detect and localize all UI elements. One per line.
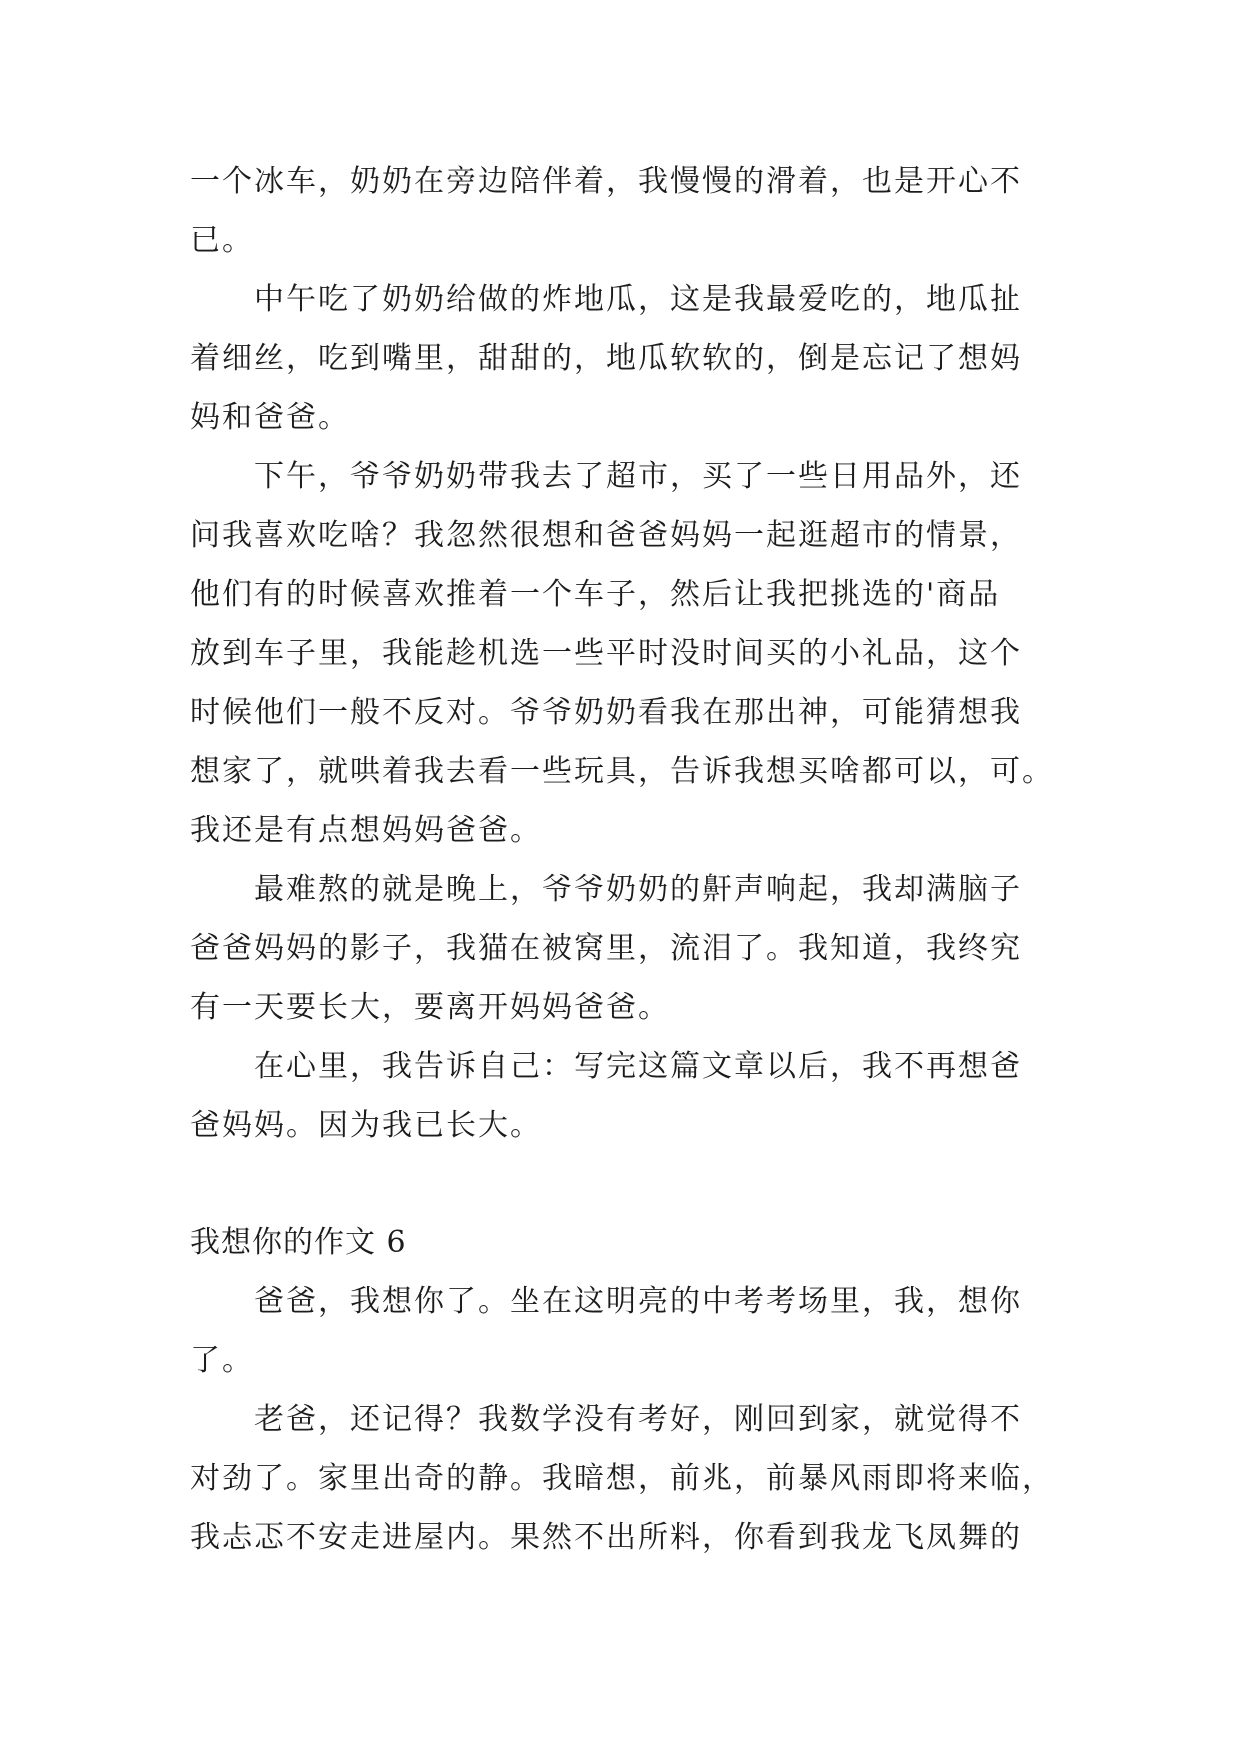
paragraph [190, 860, 1050, 1037]
text-line: 了。 [190, 1343, 254, 1378]
text-line: 想家了，就哄着我去看一些玩具，告诉我想买啥都可以，可。 [190, 754, 1054, 789]
text-line: 中午吃了奶奶给做的炸地瓜，这是我最爱吃的，地瓜扯 [254, 282, 1022, 317]
section-gap [190, 1155, 1050, 1213]
text-line: 爸爸，我想你了。坐在这明亮的中考考场里，我，想你 [254, 1284, 1022, 1319]
text-line: 对劲了。家里出奇的静。我暗想，前兆，前暴风雨即将来临， [190, 1461, 1054, 1496]
text-line: 最难熬的就是晚上，爷爷奶奶的鼾声响起，我却满脑子 [254, 872, 1022, 907]
text-line: 放到车子里，我能趁机选一些平时没时间买的小礼品，这个 [190, 636, 1022, 671]
text-line: 妈和爸爸。 [190, 400, 350, 435]
text-line: 爸爸妈妈的影子，我猫在被窝里，流泪了。我知道，我终究 [190, 931, 1022, 966]
text-line: 他们有的时候喜欢推着一个车子，然后让我把挑选的'商品 [190, 577, 1001, 612]
document-page [190, 152, 1054, 1567]
paragraph [190, 1390, 1054, 1567]
text-line: 我还是有点想妈妈爸爸。 [190, 813, 542, 848]
text-line: 一个冰车，奶奶在旁边陪伴着，我慢慢的滑着，也是开心不 [190, 164, 1022, 199]
text-line: 已。 [190, 223, 254, 258]
text-line: 我忐忑不安走进屋内。果然不出所料，你看到我龙飞凤舞的 [190, 1520, 1022, 1555]
essay-body-before [190, 152, 1054, 1155]
essay-body-after [190, 1272, 1054, 1567]
text-line: 下午，爷爷奶奶带我去了超市，买了一些日用品外，还 [254, 459, 1022, 494]
text-line: 着细丝，吃到嘴里，甜甜的，地瓜软软的，倒是忘记了想妈 [190, 341, 1022, 376]
text-line: 时候他们一般不反对。爷爷奶奶看我在那出神，可能猜想我 [190, 695, 1022, 730]
paragraph [190, 152, 1050, 270]
text-line: 爸妈妈。因为我已长大。 [190, 1108, 542, 1143]
paragraph [190, 447, 1054, 860]
text-line: 有一天要长大，要离开妈妈爸爸。 [190, 990, 670, 1025]
paragraph [190, 1037, 1050, 1155]
text-line: 问我喜欢吃啥？我忽然很想和爸爸妈妈一起逛超市的情景， [190, 518, 1022, 553]
section-title: 我想你的作文 6 [190, 1225, 407, 1260]
paragraph [190, 270, 1050, 447]
paragraph [190, 1272, 1050, 1390]
text-line: 老爸，还记得？我数学没有考好，刚回到家，就觉得不 [254, 1402, 1022, 1437]
text-line: 在心里，我告诉自己：写完这篇文章以后，我不再想爸 [254, 1049, 1022, 1084]
